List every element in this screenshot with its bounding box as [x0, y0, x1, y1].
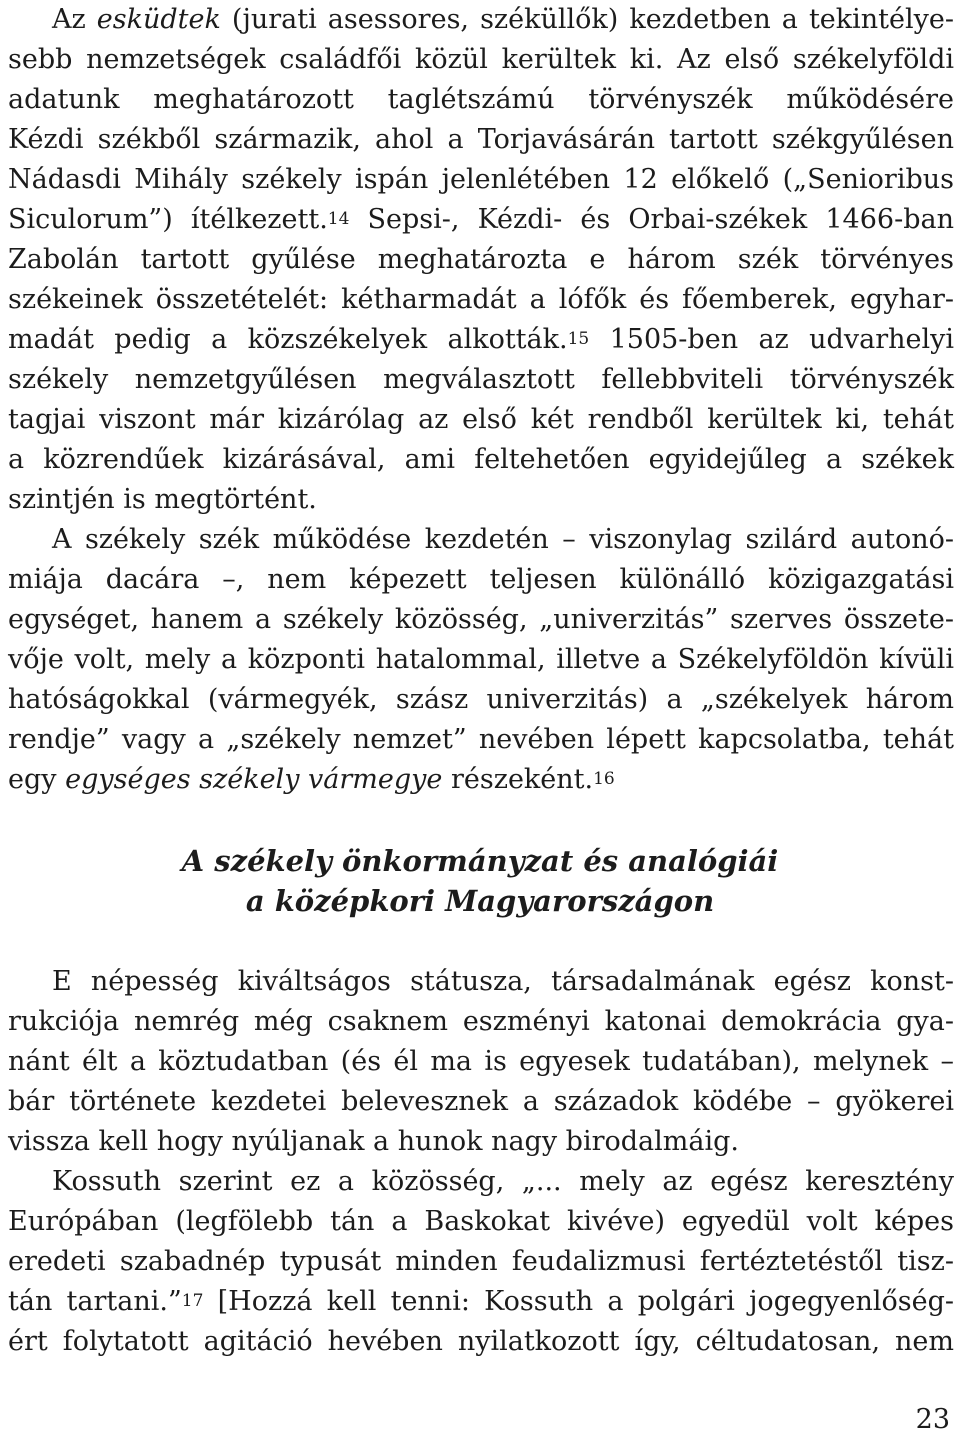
text-line: szintjén is megtörtént.	[8, 484, 317, 515]
page-number: 23	[915, 1404, 950, 1435]
text-line: vője volt, mely a központi hatalommal, illetve a Székelyföldön kívüli	[8, 644, 954, 675]
text-line: székely nemzetgyűlésen megválasztott fellebbviteli törvényszék	[8, 364, 954, 395]
footnote-ref: 17	[181, 1291, 204, 1311]
italic-term: egységes székely vármegye	[65, 764, 443, 795]
text-line: egy egységes székely vármegye részeként.$^{16}$	[8, 764, 615, 795]
text-line: adatunk meghatározott taglétszámú törvényszék működésére	[8, 84, 954, 115]
text-line: rendje” vagy a „székely nemzet” nevében lépett kapcsolatba, tehát	[8, 724, 954, 755]
text-line: eredeti szabadnép typusát minden feudalizmusi fertéztetéstől tisz-	[8, 1246, 954, 1277]
footnote-ref: 14	[327, 209, 350, 229]
text-line: ért folytatott agitáció hevében nyilatkozott így, céltudatosan, nem	[8, 1326, 954, 1357]
text-line: székeinek összetételét: kétharmadát a lófők és főemberek, egyhar-	[8, 284, 954, 315]
text-line: bár története kezdetei belevesznek a századok ködébe – gyökerei	[8, 1086, 954, 1117]
text-line: tagjai viszont már kizárólag az első két rendből kerültek ki, tehát	[8, 404, 954, 435]
text-line: E népesség kiváltságos státusza, társadalmának egész konst-	[52, 966, 954, 997]
text-line: vissza kell hogy nyúljanak a hunok nagy birodalmáig.	[8, 1126, 739, 1157]
text-line: tán tartani.”$^{17}$ [Hozzá kell tenni: Kossuth a polgári jogegyenlőség-	[8, 1286, 954, 1317]
text-line: rukciója nemrég még csaknem eszményi katonai demokrácia gya-	[8, 1006, 954, 1037]
text-line: Siculorum”) ítélkezett.$^{14}$ Sepsi-, Kézdi- és Orbai-székek 1466-ban	[8, 204, 954, 235]
text-line: nánt élt a köztudatban (és él ma is egyesek tudatában), melynek –	[8, 1046, 954, 1077]
footnote-ref: 15	[567, 329, 590, 349]
text-line: Európában (legfölebb tán a Baskokat kivéve) egyedül volt képes	[8, 1206, 954, 1237]
footnote-ref: 16	[593, 769, 615, 789]
text-line: miája dacára –, nem képezett teljesen különálló közigazgatási	[8, 564, 954, 595]
text-line: Kézdi székből származik, ahol a Torjavásárán tartott székgyűlésen	[8, 124, 954, 155]
text-line: sebb nemzetségek családfői közül kerültek ki. Az első székelyföldi	[8, 44, 954, 75]
text-line: Az esküdtek (jurati asessores, széküllők) kezdetben a tekintélye-	[52, 4, 954, 35]
text-line: A székely szék működése kezdetén – viszonylag szilárd autonó-	[52, 524, 954, 555]
section-heading-line: a középkori Magyarországon	[245, 884, 715, 918]
text-line: Nádasdi Mihály székely ispán jelenlétében 12 előkelő („Senioribus	[8, 164, 954, 195]
text-line: Zabolán tartott gyűlése meghatározta e három szék törvényes	[8, 244, 954, 275]
section-heading-line: A székely önkormányzat és analógiái	[181, 844, 779, 878]
italic-term: esküdtek	[96, 4, 221, 35]
text-line: madát pedig a közszékelyek alkották.$^{15}$ 1505-ben az udvarhelyi	[8, 324, 954, 355]
text-line: egységet, hanem a székely közösség, „univerzitás” szerves összete-	[8, 604, 954, 635]
text-line: hatóságokkal (vármegyék, szász univerzitás) a „székelyek három	[8, 684, 954, 715]
text-line: a közrendűek kizárásával, ami feltehetően egyidejűleg a székek	[8, 444, 954, 475]
text-line: Kossuth szerint ez a közösség, „... mely az egész keresztény	[52, 1166, 954, 1197]
